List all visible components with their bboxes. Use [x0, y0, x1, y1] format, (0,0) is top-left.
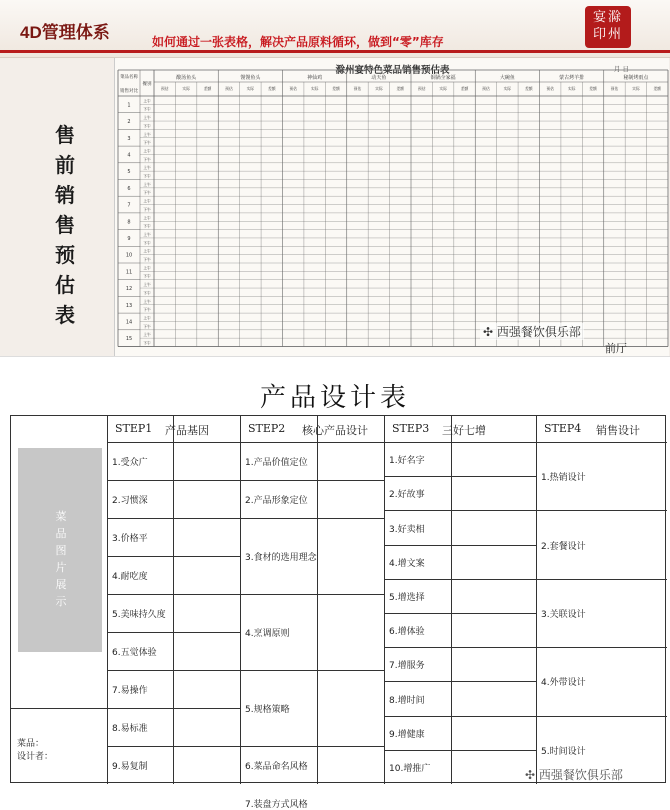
step3-row-rule [384, 750, 536, 751]
step3-row-rule [384, 647, 536, 648]
photo-label-char: 展 [55, 578, 67, 591]
column-rule [384, 416, 385, 784]
corner-label-bottom: 销售对比 [120, 89, 138, 94]
photo-label-char: 片 [55, 561, 67, 574]
sub-header: 差额 [203, 86, 212, 91]
step2-item: 6.菜品命名风格 [245, 762, 308, 772]
vertical-slide-title [50, 120, 80, 330]
step1-item: 1.受众广 [112, 458, 148, 468]
meal-label: 下午 [143, 323, 151, 329]
row-number: 9 [127, 235, 131, 242]
step-name: 三好七增 [442, 424, 486, 437]
column-rule [173, 416, 174, 784]
step1-item: 7.易操作 [112, 686, 148, 696]
step3-row-rule [384, 716, 536, 717]
sub-header: 预估 [225, 86, 233, 91]
row-number: 15 [125, 336, 133, 343]
step4-group-rule [536, 579, 667, 580]
step1-item: 9.易复制 [112, 762, 148, 772]
step-label: STEP4 [544, 422, 582, 435]
sub-header: 实际 [182, 86, 190, 91]
dish-header: 蒙古烤羊排 [559, 75, 585, 81]
vtitle-char: 前 [55, 153, 75, 177]
row-number: 2 [127, 119, 131, 126]
meal-label: 下午 [143, 257, 151, 262]
product-design-section [0, 356, 670, 810]
meal-label: 下午 [143, 156, 151, 162]
step3-item: 2.好故事 [389, 490, 425, 501]
step2-item: 2.产品形象定位 [245, 496, 308, 506]
dish-name-label: 菜品： [17, 739, 45, 749]
brand-seal-logo [585, 6, 631, 48]
step-label: STEP1 [115, 422, 153, 435]
sub-header: 差额 [267, 86, 276, 91]
step-name: 核心产品设计 [302, 424, 368, 437]
seal-line-2: 印州 [592, 27, 623, 42]
wechat-icon: ✣ [525, 768, 539, 782]
meal-label: 上午 [143, 248, 151, 254]
meal-column-header: 餐别 [142, 82, 152, 87]
meal-label: 上午 [143, 315, 151, 321]
forecast-sheet-photo [114, 58, 669, 356]
step3-item: 5.增选择 [389, 592, 425, 603]
slide-subtitle: 如何通过一张表格，解决产品原料循环，做到“零”库存 [152, 35, 444, 49]
step2-item: 7.装盘方式风格 [245, 800, 308, 810]
forecast-slide [0, 0, 670, 356]
watermark-text: 西强餐饮俱乐部 [496, 325, 581, 339]
step4-item: 3.关联设计 [541, 610, 586, 620]
meal-label: 上午 [143, 131, 151, 137]
step2-item: 1.产品价值定位 [245, 458, 308, 468]
step2-item: 4.烹调原则 [245, 629, 290, 639]
step3-item: 4.增文案 [389, 558, 425, 569]
slide-header [0, 0, 670, 58]
step-label: STEP3 [392, 422, 430, 435]
photo-label-char: 示 [55, 595, 67, 608]
meal-label: 上午 [143, 148, 151, 154]
step3-item: 7.增服务 [389, 661, 425, 672]
watermark-tail: 前厅 [605, 342, 627, 355]
sub-header: 差额 [589, 86, 597, 91]
step1-row-rule [107, 594, 240, 595]
sub-header: 实际 [439, 86, 447, 91]
row-number: 3 [127, 135, 131, 142]
photo-label-char: 图 [55, 544, 67, 557]
deck-title: 4D管理体系 [20, 23, 110, 42]
step3-row-rule [384, 545, 536, 546]
row-number: 14 [125, 319, 133, 326]
meal-label: 下午 [143, 307, 151, 313]
dish-header: 酸汤鱼头 [176, 75, 197, 81]
meal-label: 上午 [143, 282, 151, 288]
step4-item: 2.套餐设计 [541, 541, 586, 552]
sub-header: 差额 [524, 86, 533, 91]
step2-row-rule [240, 594, 384, 595]
meal-label: 上午 [143, 198, 151, 204]
meal-label: 上午 [143, 298, 151, 304]
step3-item: 1.好名字 [389, 456, 425, 467]
column-rule [536, 416, 537, 784]
step-name: 销售设计 [596, 424, 640, 437]
step1-row-rule [107, 556, 240, 557]
step3-item: 8.增时间 [389, 695, 425, 706]
step1-row-rule [107, 746, 240, 747]
forecast-grid [115, 70, 670, 356]
sub-header: 预估 [610, 86, 619, 91]
row-number: 10 [125, 252, 133, 259]
sub-header: 预估 [482, 86, 490, 91]
step4-item: 1.热销设计 [541, 473, 586, 484]
vtitle-char: 估 [55, 273, 75, 297]
sub-header: 差额 [653, 86, 662, 91]
design-table-title: 产品设计表 [259, 383, 410, 413]
meal-label: 上午 [143, 115, 151, 121]
row-number: 13 [125, 302, 133, 309]
vtitle-char: 预 [55, 243, 75, 267]
row-number: 5 [127, 169, 131, 176]
step2-row-rule [240, 746, 384, 747]
step3-row-rule [384, 681, 536, 682]
step3-item: 3.好卖相 [389, 524, 425, 535]
dish-photo-placeholder [18, 448, 102, 652]
meal-label: 下午 [143, 106, 151, 112]
sub-header: 实际 [567, 86, 576, 91]
meal-label: 下午 [143, 240, 151, 246]
dish-header: 大碗鱼 [499, 75, 515, 81]
step3-row-rule [384, 510, 536, 511]
step1-item: 4.耐吃度 [112, 572, 148, 582]
sub-header: 差额 [332, 86, 340, 91]
step1-item: 6.五觉体验 [112, 648, 157, 658]
dish-header: 神仙鸡 [307, 75, 323, 81]
step3-row-rule [384, 476, 536, 477]
meal-label: 下午 [143, 190, 151, 196]
sub-header: 预估 [546, 86, 555, 91]
header-divider [0, 50, 670, 53]
sub-header: 预估 [353, 86, 362, 91]
watermark-text: 西强餐饮俱乐部 [538, 768, 623, 782]
step3-item: 10.增推广 [389, 763, 431, 774]
photo-placeholder-label [54, 508, 68, 610]
meal-label: 下午 [143, 123, 151, 129]
dish-header: 铜锅全家福 [430, 75, 456, 81]
step2-row-rule [240, 518, 384, 519]
wechat-watermark [480, 323, 584, 340]
step1-row-rule [107, 670, 240, 671]
sheet-date-label: 月 日 [613, 65, 629, 73]
bottom-watermark [525, 766, 623, 783]
step1-item: 3.价格平 [112, 534, 148, 544]
sub-header: 实际 [310, 86, 319, 91]
step3-row-rule [384, 613, 536, 614]
meal-label: 上午 [143, 231, 151, 237]
wechat-icon: ✣ [483, 325, 497, 339]
corner-label-top: 菜品名称 [120, 75, 138, 80]
step-label: STEP2 [248, 422, 286, 435]
dish-header: 秘制烤雨点 [623, 75, 649, 81]
meal-label: 下午 [143, 273, 151, 279]
sub-header: 预估 [289, 86, 298, 91]
header-rule [107, 442, 667, 443]
dish-header: 动天鱼 [371, 75, 387, 81]
column-rule [107, 416, 108, 784]
vtitle-char: 销 [55, 183, 75, 207]
row-number: 4 [127, 152, 131, 159]
step4-group-rule [536, 716, 667, 717]
step-name: 产品基因 [165, 424, 209, 437]
meal-label: 上午 [143, 215, 151, 221]
meal-label: 上午 [143, 181, 151, 187]
step2-item: 5.规格策略 [245, 705, 290, 715]
sub-header: 实际 [246, 86, 255, 91]
step1-item: 2.习惯深 [112, 496, 148, 506]
step1-row-rule [107, 480, 240, 481]
step4-item: 5.时间设计 [541, 746, 586, 757]
step1-row-rule [107, 708, 240, 709]
sub-header: 差额 [460, 86, 469, 91]
meal-label: 下午 [143, 340, 151, 346]
row-number: 11 [125, 269, 133, 276]
row-number: 8 [127, 219, 131, 226]
step2-item: 3.食材的选用理念 [245, 553, 317, 563]
row-number: 1 [127, 102, 131, 109]
row-number: 6 [127, 185, 131, 192]
step3-item: 9.增健康 [389, 729, 425, 740]
column-rule [451, 416, 452, 784]
step2-row-rule [240, 670, 384, 671]
sheet-title: 滁州宴特色菜品销售预估表 [335, 65, 450, 76]
vtitle-char: 表 [55, 303, 75, 327]
row-number: 7 [127, 202, 131, 209]
sub-header: 实际 [503, 86, 512, 91]
column-rule [317, 416, 318, 784]
dish-designer-labels [17, 738, 53, 764]
step3-row-rule [384, 579, 536, 580]
sub-header: 实际 [632, 86, 640, 91]
left-block-rule [11, 708, 107, 709]
step4-item: 4.外带设计 [541, 678, 586, 689]
meal-label: 上午 [143, 165, 151, 171]
step1-item: 5.美味持久度 [112, 610, 166, 620]
step3-item: 6.增体验 [389, 627, 425, 638]
step1-row-rule [107, 518, 240, 519]
seal-line-1: 宴滁 [592, 10, 623, 25]
dish-header: 馒馒鱼头 [240, 75, 261, 81]
sub-header: 预估 [160, 86, 169, 91]
column-rule [240, 416, 241, 784]
designer-label: 设计者： [17, 752, 54, 762]
product-design-table [10, 415, 666, 810]
meal-label: 下午 [143, 173, 151, 179]
step1-item: 8.易标准 [112, 724, 148, 734]
sub-header: 实际 [375, 86, 383, 91]
photo-label-char: 品 [55, 527, 67, 540]
sub-header: 预估 [417, 86, 426, 91]
meal-label: 上午 [143, 98, 151, 104]
photo-label-char: 菜 [55, 510, 67, 523]
meal-label: 下午 [143, 140, 151, 146]
vtitle-char: 售 [55, 213, 75, 237]
meal-label: 上午 [143, 332, 151, 338]
step2-row-rule [240, 480, 384, 481]
step1-row-rule [107, 632, 240, 633]
meal-label: 下午 [143, 223, 151, 229]
step4-group-rule [536, 647, 667, 648]
vtitle-char: 售 [55, 123, 75, 147]
meal-label: 上午 [143, 265, 151, 271]
meal-label: 下午 [143, 290, 151, 296]
row-number: 12 [125, 286, 133, 293]
meal-label: 下午 [143, 206, 151, 212]
sub-header: 差额 [396, 86, 405, 91]
step4-group-rule [536, 510, 667, 511]
